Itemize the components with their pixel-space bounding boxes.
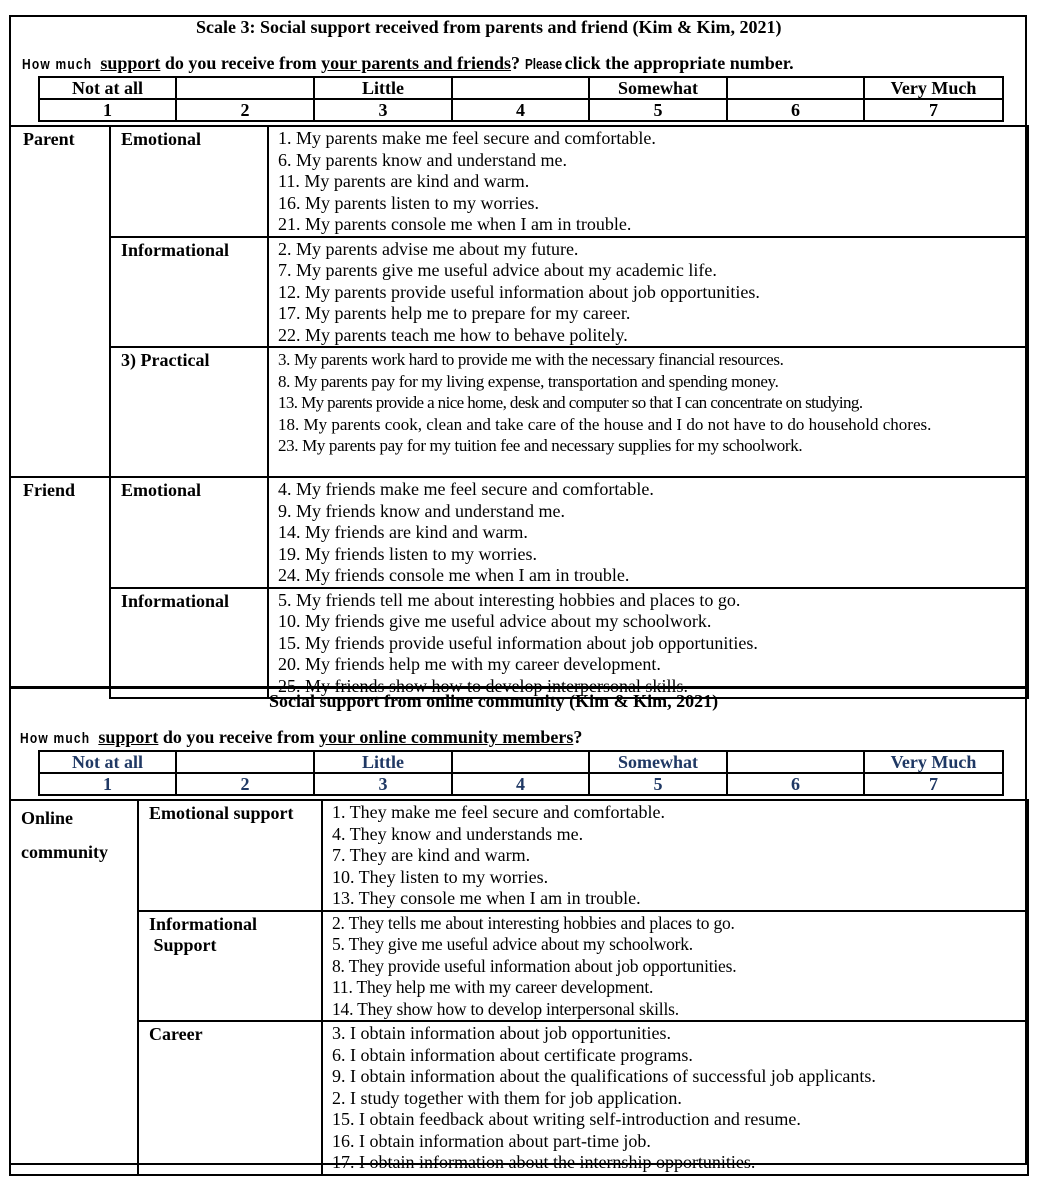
scale2-option-1[interactable]: 1 [39, 773, 176, 795]
category-friend-informational: Informational [110, 588, 268, 699]
question-middle: do you receive from [164, 53, 317, 73]
category-online-informational-line1: Informational [149, 913, 257, 934]
scale-anchor-6 [727, 77, 864, 99]
items-online-emotional [322, 800, 1028, 911]
scale-anchor-4 [452, 77, 589, 99]
item-f20: 20. My friends help me with my career development. [278, 654, 661, 674]
item-o13: 13. They console me when I am in trouble. [332, 888, 641, 908]
group-online-community [10, 800, 138, 1175]
scale2-option-4[interactable]: 4 [452, 773, 589, 795]
item-p16: 16. My parents listen to my worries. [278, 192, 539, 213]
scale-anchor-5: Somewhat [589, 77, 727, 99]
item-p7: 7. My parents give me useful advice about my academic life. [278, 260, 717, 280]
items-friend-informational [268, 588, 1028, 699]
scale-option-5[interactable]: 5 [589, 99, 727, 121]
scale-anchor-7: Very Much [864, 77, 1003, 99]
category-online-informational-line2: Support [149, 934, 217, 955]
scale-number-row [39, 99, 1003, 121]
item-f9: 9. My friends know and understand me. [278, 500, 565, 521]
items-friend-emotional [268, 477, 1028, 588]
scale2-anchor-5: Somewhat [589, 751, 727, 773]
question-please: Please [524, 56, 562, 73]
scale-option-4[interactable]: 4 [452, 99, 589, 121]
group-online-line2: community [21, 842, 108, 862]
item-o11: 11. They help me with my career development. [332, 977, 654, 997]
item-p17: 17. My parents help me to prepare for my career. [278, 303, 631, 323]
row-parent-practical [10, 347, 1028, 477]
scale2-anchor-4 [452, 751, 589, 773]
question-prefix: How much [22, 56, 93, 73]
scale-option-6[interactable]: 6 [727, 99, 864, 121]
item-p6: 6. My parents know and understand me. [278, 149, 567, 170]
section2-title: Social support from online community (Kim & Kim, 2021) [269, 691, 719, 711]
online-community-items-table [9, 799, 1029, 1176]
row-parent-emotional [10, 126, 1028, 237]
item-c9: 9. I obtain information about the qualifications of successful job applicants. [332, 1066, 876, 1086]
scale-anchor-1: Not at all [39, 77, 176, 99]
group-online-line1: Online [21, 808, 74, 828]
category-parent-informational: Informational [110, 237, 268, 348]
item-p13: 13. My parents provide a nice home, desk and computer so that I can concentrate on studying. [278, 393, 863, 412]
item-o8: 8. They provide useful information about job opportunities. [332, 955, 737, 976]
item-p1: 1. My parents make me feel secure and comfortable. [278, 128, 656, 148]
item-p18: 18. My parents cook, clean and take care of the house and I do not have to do household chores. [278, 414, 932, 434]
item-f14: 14. My friends are kind and warm. [278, 522, 528, 542]
scale-option-2[interactable]: 2 [176, 99, 314, 121]
item-o14: 14. They show how to develop interpersonal skills. [332, 998, 679, 1019]
question2-mark: ? [573, 727, 583, 747]
item-c3: 3. I obtain information about job opportunities. [332, 1023, 671, 1043]
item-c15: 15. I obtain feedback about writing self-introduction and resume. [332, 1109, 801, 1129]
row-friend-informational [10, 588, 1028, 699]
scale-option-1[interactable]: 1 [39, 99, 176, 121]
item-c16: 16. I obtain information about part-time job. [332, 1130, 651, 1151]
question2-prefix: How much [20, 730, 91, 747]
question2-target: your online community members [319, 727, 574, 747]
category-online-career: Career [138, 1021, 322, 1175]
scale2-anchor-1: Not at all [39, 751, 176, 773]
scale2-option-7[interactable]: 7 [864, 773, 1003, 795]
item-o5: 5. They give me useful advice about my schoolwork. [332, 934, 693, 954]
item-p8: 8. My parents pay for my living expense, transportation and spending money. [278, 371, 779, 391]
parent-friend-items-table [9, 125, 1029, 699]
item-p23: 23. My parents pay for my tuition fee and necessary supplies for my schoolwork. [278, 436, 803, 455]
section-divider [9, 686, 1029, 689]
question2-support-word: support [98, 727, 159, 747]
scale2-option-6[interactable]: 6 [727, 773, 864, 795]
scale-anchor-row [39, 77, 1003, 99]
item-p22: 22. My parents teach me how to behave politely. [278, 324, 628, 345]
category-online-informational [138, 911, 322, 1022]
section2-question [20, 727, 582, 748]
scale2-anchor-2 [176, 751, 314, 773]
item-p11: 11. My parents are kind and warm. [278, 171, 530, 191]
item-p3: 3. My parents work hard to provide me with the necessary financial resources. [278, 350, 784, 369]
item-p12: 12. My parents provide useful information about job opportunities. [278, 281, 760, 302]
section2-rating-scale [38, 750, 1004, 796]
item-o7: 7. They are kind and warm. [332, 845, 531, 865]
scale2-number-row [39, 773, 1003, 795]
scale-option-7[interactable]: 7 [864, 99, 1003, 121]
row-online-emotional [10, 800, 1028, 911]
section1-question [22, 53, 794, 74]
items-parent-informational [268, 237, 1028, 348]
item-o2: 2. They tells me about interesting hobbies and places to go. [332, 912, 735, 933]
item-f4: 4. My friends make me feel secure and comfortable. [278, 479, 654, 499]
item-p2: 2. My parents advise me about my future. [278, 238, 579, 259]
scale2-option-2[interactable]: 2 [176, 773, 314, 795]
item-o10: 10. They listen to my worries. [332, 866, 549, 887]
items-parent-practical [268, 347, 1028, 477]
category-online-emotional: Emotional support [138, 800, 322, 911]
item-f10: 10. My friends give me useful advice about my schoolwork. [278, 611, 712, 631]
question-support-word: support [100, 53, 161, 73]
section1-title: Scale 3: Social support received from parents and friend (Kim & Kim, 2021) [196, 17, 782, 37]
item-p21: 21. My parents console me when I am in trouble. [278, 214, 632, 234]
question-mark: ? [511, 53, 521, 73]
row-parent-informational [10, 237, 1028, 348]
scale2-anchor-3: Little [314, 751, 452, 773]
group-friend: Friend [10, 477, 110, 698]
scale2-anchor-row [39, 751, 1003, 773]
category-friend-emotional: Emotional [110, 477, 268, 588]
items-online-career [322, 1021, 1028, 1175]
item-o1: 1. They make me feel secure and comfortable. [332, 802, 666, 822]
items-parent-emotional [268, 126, 1028, 237]
item-o4: 4. They know and understands me. [332, 823, 584, 844]
section1-rating-scale [38, 76, 1004, 122]
item-c17: 17. I obtain information about the internship opportunities. [332, 1152, 756, 1172]
scale2-option-5[interactable]: 5 [589, 773, 727, 795]
scale2-anchor-6 [727, 751, 864, 773]
scale-option-3[interactable]: 3 [314, 99, 452, 121]
question-suffix: click the appropriate number. [564, 53, 794, 73]
question-target: your parents and friends [321, 53, 512, 73]
row-online-career [10, 1021, 1028, 1175]
item-f19: 19. My friends listen to my worries. [278, 543, 537, 564]
item-c6: 6. I obtain information about certificate programs. [332, 1044, 693, 1065]
scale-anchor-3: Little [314, 77, 452, 99]
item-f15: 15. My friends provide useful information about job opportunities. [278, 632, 758, 653]
category-parent-practical: 3) Practical [110, 347, 268, 477]
row-friend-emotional [10, 477, 1028, 588]
question2-middle: do you receive from [162, 727, 315, 747]
scale2-option-3[interactable]: 3 [314, 773, 452, 795]
item-f5: 5. My friends tell me about interesting hobbies and places to go. [278, 589, 741, 610]
row-online-informational [10, 911, 1028, 1022]
item-f24: 24. My friends console me when I am in trouble. [278, 565, 630, 585]
group-parent: Parent [10, 126, 110, 477]
scale2-anchor-7: Very Much [864, 751, 1003, 773]
category-parent-emotional: Emotional [110, 126, 268, 237]
items-online-informational [322, 911, 1028, 1022]
scale-anchor-2 [176, 77, 314, 99]
item-c2: 2. I study together with them for job application. [332, 1087, 682, 1108]
